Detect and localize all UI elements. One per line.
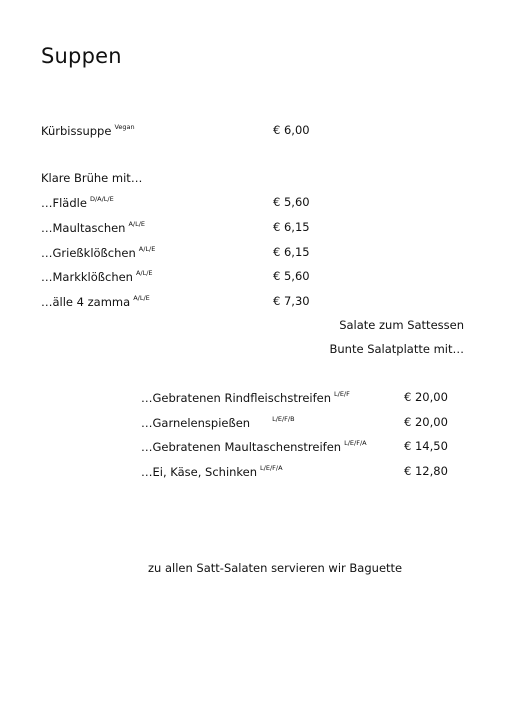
item-name: …Markklößchen bbox=[41, 270, 133, 284]
page-title: Suppen bbox=[41, 44, 122, 68]
item-name: …Grießklößchen bbox=[41, 246, 136, 260]
item-price: € 6,15 bbox=[273, 220, 310, 234]
section-subheading-salatplatte: Bunte Salatplatte mit… bbox=[329, 342, 464, 356]
allergen-tag: L/E/F/A bbox=[260, 464, 283, 472]
item-name: …Maultaschen bbox=[41, 221, 126, 235]
menu-item-markklosschen bbox=[41, 269, 153, 284]
item-name: …Gebratenen Maultaschenstreifen bbox=[141, 440, 342, 454]
allergen-tag: A/L/E bbox=[133, 294, 150, 302]
allergen-tag: A/L/E bbox=[135, 269, 153, 277]
item-name: …Gebratenen Rindfleischstreifen bbox=[141, 391, 332, 405]
item-price: € 14,50 bbox=[404, 439, 448, 453]
allergen-tag: A/L/E bbox=[138, 245, 156, 253]
menu-item-maultaschen bbox=[41, 220, 145, 235]
item-price: € 7,30 bbox=[273, 294, 310, 308]
item-price: € 12,80 bbox=[404, 464, 448, 478]
menu-item-griessklosschen bbox=[41, 245, 155, 260]
item-name: …Flädle bbox=[41, 196, 87, 210]
allergen-tag: L/E/F/A bbox=[344, 439, 367, 447]
menu-item-ei-kaese-schinken bbox=[141, 464, 283, 479]
item-name: Kürbissuppe bbox=[41, 124, 112, 138]
item-price: € 5,60 bbox=[273, 195, 310, 209]
footer-note: zu allen Satt-Salaten servieren wir Baguette bbox=[148, 561, 403, 575]
allergen-tag: L/E/F/B bbox=[272, 415, 295, 423]
allergen-tag: Vegan bbox=[114, 123, 135, 131]
item-name: …älle 4 zamma bbox=[41, 295, 131, 309]
item-price: € 5,60 bbox=[273, 269, 310, 283]
menu-item-rindfleischstreifen bbox=[141, 390, 350, 405]
section-heading-salate: Salate zum Sattessen bbox=[339, 318, 464, 332]
menu-item-maultaschenstreifen bbox=[141, 439, 367, 454]
allergen-tag: L/E/F bbox=[334, 390, 350, 398]
menu-item-alle-4-zamma bbox=[41, 294, 150, 309]
item-price: € 20,00 bbox=[404, 390, 448, 404]
item-name: …Ei, Käse, Schinken bbox=[141, 465, 258, 479]
item-price: € 6,00 bbox=[273, 123, 310, 137]
section-heading-bruehe: Klare Brühe mit… bbox=[41, 171, 143, 185]
item-price: € 6,15 bbox=[273, 245, 310, 259]
item-name: …Garnelenspießen bbox=[141, 416, 251, 430]
allergen-tag: D/A/L/E bbox=[89, 195, 114, 203]
menu-item-flaedle bbox=[41, 195, 114, 210]
allergen-tag: A/L/E bbox=[128, 220, 146, 228]
item-price: € 20,00 bbox=[404, 415, 448, 429]
menu-item-garnelenspiessen bbox=[141, 415, 295, 430]
menu-item-kuerbissuppe bbox=[41, 123, 135, 138]
